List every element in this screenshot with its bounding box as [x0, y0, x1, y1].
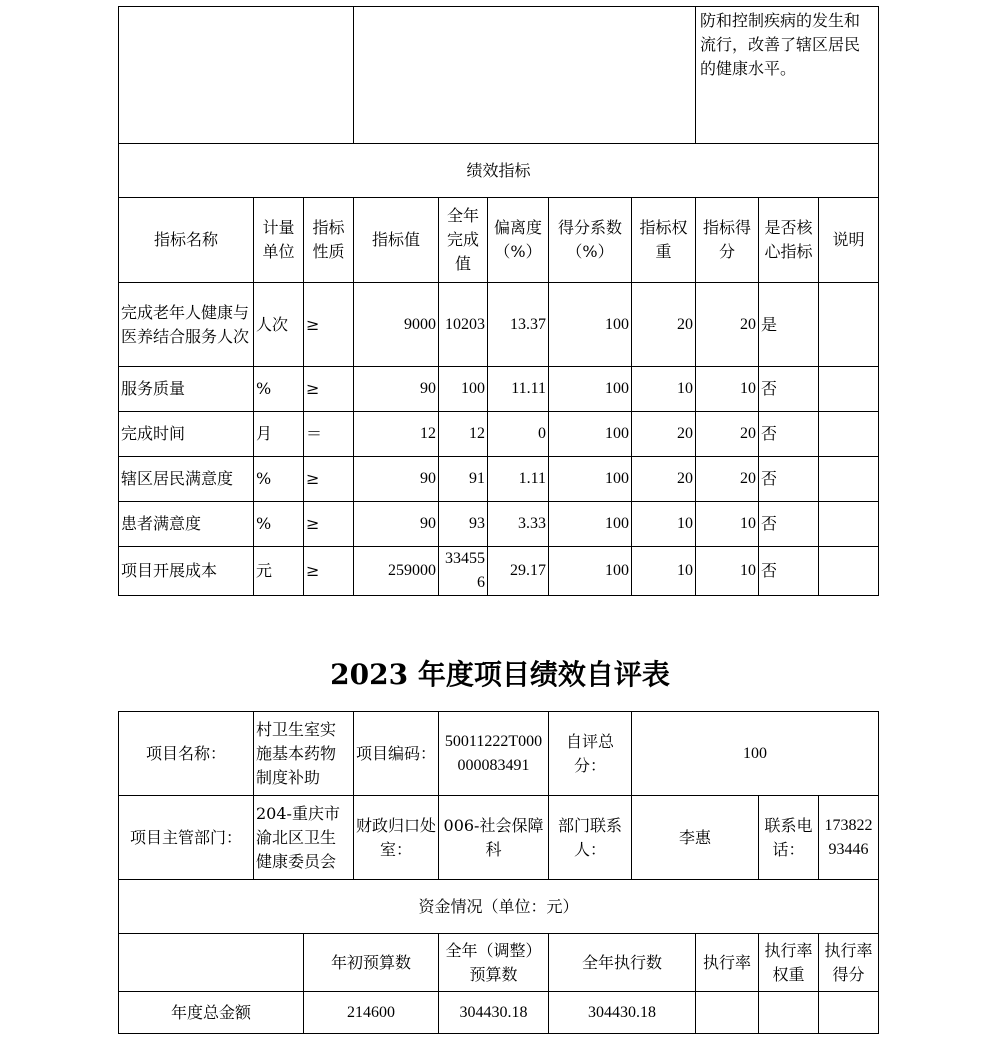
project-code: 50011222T000000083491	[439, 712, 549, 796]
indicator-name: 完成老年人健康与医养结合服务人次	[119, 283, 254, 367]
deviation: 1.11	[488, 457, 549, 502]
description-row	[119, 7, 879, 144]
weight: 10	[632, 367, 696, 412]
note	[819, 283, 879, 367]
section-title: 绩效指标	[119, 144, 879, 198]
actual-value: 100	[439, 367, 488, 412]
contact-person: 李惠	[632, 796, 759, 880]
blank-cell	[119, 7, 354, 144]
deviation: 3.33	[488, 502, 549, 547]
execution-rate	[696, 992, 759, 1034]
unit: %	[254, 502, 304, 547]
header-cell: 偏离度（%）	[488, 198, 549, 283]
nature: ≥	[304, 367, 354, 412]
target-value: 90	[354, 367, 439, 412]
header-cell: 指标权重	[632, 198, 696, 283]
execution-rate-weight	[759, 992, 819, 1034]
core-flag: 是	[759, 283, 819, 367]
unit: 月	[254, 412, 304, 457]
deviation: 29.17	[488, 547, 549, 596]
target-value: 9000	[354, 283, 439, 367]
adjusted-budget: 304430.18	[439, 992, 549, 1034]
nature: ≥	[304, 457, 354, 502]
score: 20	[696, 457, 759, 502]
unit: %	[254, 457, 304, 502]
dept: 204-重庆市渝北区卫生健康委员会	[254, 796, 354, 880]
indicator-name: 服务质量	[119, 367, 254, 412]
core-flag: 否	[759, 547, 819, 596]
weight: 20	[632, 283, 696, 367]
core-flag: 否	[759, 412, 819, 457]
header-cell: 得分系数（%）	[549, 198, 632, 283]
header-cell: 全年执行数	[549, 934, 696, 992]
actual-value: 91	[439, 457, 488, 502]
phone: 17382293446	[819, 796, 879, 880]
department-row	[119, 796, 879, 880]
contact-label: 部门联系人：	[549, 796, 632, 880]
core-flag: 否	[759, 457, 819, 502]
project-name: 村卫生室实施基本药物制度补助	[254, 712, 354, 796]
header-cell: 指标值	[354, 198, 439, 283]
project-info-row	[119, 712, 879, 796]
self-score-label: 自评总分：	[549, 712, 632, 796]
initial-budget: 214600	[304, 992, 439, 1034]
table-row	[119, 502, 879, 547]
indicator-name: 辖区居民满意度	[119, 457, 254, 502]
target-value: 90	[354, 457, 439, 502]
nature: ≥	[304, 502, 354, 547]
score: 20	[696, 283, 759, 367]
header-cell: 执行率得分	[819, 934, 879, 992]
indicator-name: 完成时间	[119, 412, 254, 457]
core-flag: 否	[759, 502, 819, 547]
note	[819, 502, 879, 547]
funds-row-label: 年度总金额	[119, 992, 304, 1034]
header-cell: 指标得分	[696, 198, 759, 283]
weight: 10	[632, 547, 696, 596]
header-row	[119, 198, 879, 283]
header-cell: 指标名称	[119, 198, 254, 283]
funds-row	[119, 992, 879, 1034]
header-cell: 是否核心指标	[759, 198, 819, 283]
header-cell: 指标性质	[304, 198, 354, 283]
deviation: 11.11	[488, 367, 549, 412]
description-text: 防和控制疾病的发生和流行，改善了辖区居民的健康水平。	[696, 7, 879, 144]
performance-indicators-table	[118, 6, 879, 596]
coefficient: 100	[549, 412, 632, 457]
actual-value: 334556	[439, 547, 488, 596]
weight: 10	[632, 502, 696, 547]
target-value: 259000	[354, 547, 439, 596]
dept-label: 项目主管部门：	[119, 796, 254, 880]
indicator-name: 患者满意度	[119, 502, 254, 547]
table-row	[119, 547, 879, 596]
table-row	[119, 283, 879, 367]
score: 10	[696, 547, 759, 596]
unit: 元	[254, 547, 304, 596]
score: 20	[696, 412, 759, 457]
header-cell: 计量单位	[254, 198, 304, 283]
table-row	[119, 412, 879, 457]
unit: 人次	[254, 283, 304, 367]
project-code-label: 项目编码：	[354, 712, 439, 796]
coefficient: 100	[549, 367, 632, 412]
score: 10	[696, 367, 759, 412]
self-score: 100	[632, 712, 879, 796]
actual-value: 93	[439, 502, 488, 547]
header-cell: 年初预算数	[304, 934, 439, 992]
deviation: 0	[488, 412, 549, 457]
executed-amount: 304430.18	[549, 992, 696, 1034]
indicator-name: 项目开展成本	[119, 547, 254, 596]
unit: %	[254, 367, 304, 412]
page-title: 2023 年度项目绩效自评表	[330, 658, 670, 691]
core-flag: 否	[759, 367, 819, 412]
header-cell: 全年（调整）预算数	[439, 934, 549, 992]
funds-title: 资金情况（单位：元）	[119, 880, 879, 934]
note	[819, 367, 879, 412]
actual-value: 12	[439, 412, 488, 457]
table-row	[119, 457, 879, 502]
coefficient: 100	[549, 502, 632, 547]
coefficient: 100	[549, 547, 632, 596]
blank-cell	[119, 934, 304, 992]
score: 10	[696, 502, 759, 547]
note	[819, 457, 879, 502]
header-cell: 执行率	[696, 934, 759, 992]
coefficient: 100	[549, 283, 632, 367]
header-cell: 全年完成值	[439, 198, 488, 283]
target-value: 12	[354, 412, 439, 457]
execution-rate-score	[819, 992, 879, 1034]
nature: ≥	[304, 283, 354, 367]
blank-cell	[354, 7, 696, 144]
header-cell: 说明	[819, 198, 879, 283]
weight: 20	[632, 457, 696, 502]
finance-label: 财政归口处室：	[354, 796, 439, 880]
table-row	[119, 367, 879, 412]
phone-label: 联系电话：	[759, 796, 819, 880]
coefficient: 100	[549, 457, 632, 502]
finance-office: 006-社会保障科	[439, 796, 549, 880]
nature: ＝	[304, 412, 354, 457]
target-value: 90	[354, 502, 439, 547]
funds-header-row	[119, 934, 879, 992]
deviation: 13.37	[488, 283, 549, 367]
note	[819, 547, 879, 596]
nature: ≥	[304, 547, 354, 596]
self-evaluation-table	[118, 711, 879, 1034]
header-cell: 执行率权重	[759, 934, 819, 992]
project-name-label: 项目名称：	[119, 712, 254, 796]
actual-value: 10203	[439, 283, 488, 367]
note	[819, 412, 879, 457]
weight: 20	[632, 412, 696, 457]
